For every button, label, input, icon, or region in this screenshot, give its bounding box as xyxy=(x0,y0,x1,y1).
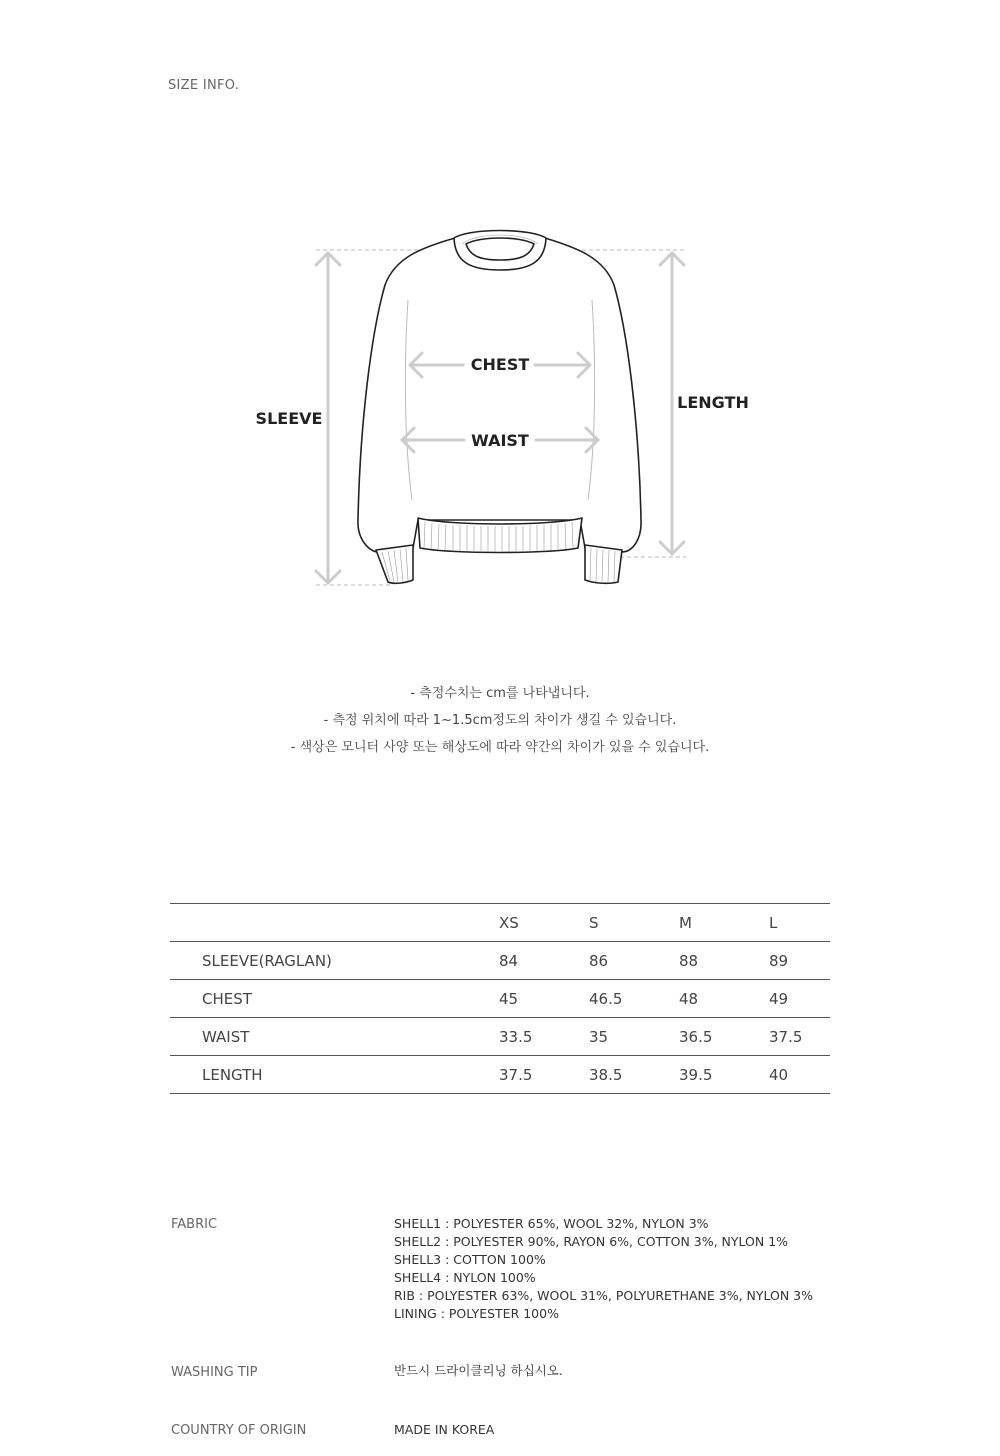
table-row xyxy=(170,1056,830,1094)
section-title: SIZE INFO. xyxy=(168,78,240,93)
table-cell: 45 xyxy=(499,980,589,1018)
chest-label: CHEST xyxy=(470,355,530,374)
fabric-line: SHELL3 : COTTON 100% xyxy=(394,1252,546,1267)
table-cell: 84 xyxy=(499,942,589,980)
note-line: - 측정 위치에 따라 1~1.5cm정도의 차이가 생길 수 있습니다. xyxy=(323,713,677,728)
table-header-row xyxy=(170,904,830,942)
table-cell: 39.5 xyxy=(679,1056,769,1094)
table-cell: 89 xyxy=(769,942,830,980)
table-cell: 40 xyxy=(769,1056,830,1094)
table-cell: 35 xyxy=(589,1018,679,1056)
table-cell: 46.5 xyxy=(589,980,679,1018)
row-label: CHEST xyxy=(170,980,499,1018)
table-cell: 88 xyxy=(679,942,769,980)
size-table xyxy=(170,903,830,1094)
table-row xyxy=(170,980,830,1018)
row-label: SLEEVE(RAGLAN) xyxy=(170,942,499,980)
fabric-line: SHELL2 : POLYESTER 90%, RAYON 6%, COTTON 3%, NYLON 1% xyxy=(394,1234,789,1249)
sweater-measurement-diagram xyxy=(0,0,1000,640)
header-cell-m: M xyxy=(679,904,769,942)
table-cell: 37.5 xyxy=(769,1018,830,1056)
note-line: - 색상은 모니터 사양 또는 해상도에 따라 약간의 차이가 있을 수 있습니다. xyxy=(290,740,710,755)
country-of-origin-label: COUNTRY OF ORIGIN xyxy=(171,1423,307,1438)
header-cell-empty xyxy=(170,904,499,942)
fabric-line: SHELL1 : POLYESTER 65%, WOOL 32%, NYLON 3% xyxy=(394,1216,709,1231)
table-cell: 33.5 xyxy=(499,1018,589,1056)
table-row xyxy=(170,942,830,980)
table-cell: 48 xyxy=(679,980,769,1018)
fabric-line: LINING : POLYESTER 100% xyxy=(394,1306,559,1321)
table-cell: 37.5 xyxy=(499,1056,589,1094)
table-cell: 49 xyxy=(769,980,830,1018)
washing-tip-value: 반드시 드라이클리닝 하십시오. xyxy=(394,1363,563,1378)
header-cell-xs: XS xyxy=(499,904,589,942)
header-cell-l: L xyxy=(769,904,830,942)
waist-label: WAIST xyxy=(471,431,529,450)
row-label: LENGTH xyxy=(170,1056,499,1094)
note-line: - 측정수치는 cm를 나타냅니다. xyxy=(410,686,590,701)
fabric-line: SHELL4 : NYLON 100% xyxy=(394,1270,536,1285)
washing-tip-label: WASHING TIP xyxy=(171,1365,258,1380)
sleeve-label: SLEEVE xyxy=(255,409,323,428)
country-of-origin-value: MADE IN KOREA xyxy=(394,1422,495,1437)
table-row xyxy=(170,1018,830,1056)
header-cell-s: S xyxy=(589,904,679,942)
sweater-outline xyxy=(358,231,641,584)
table-cell: 36.5 xyxy=(679,1018,769,1056)
measurement-notes xyxy=(0,680,1000,761)
table-cell: 38.5 xyxy=(589,1056,679,1094)
row-label: WAIST xyxy=(170,1018,499,1056)
fabric-value xyxy=(394,1215,813,1323)
fabric-line: RIB : POLYESTER 63%, WOOL 31%, POLYURETHANE 3%, NYLON 3% xyxy=(394,1288,814,1303)
length-label: LENGTH xyxy=(677,393,749,412)
fabric-label: FABRIC xyxy=(171,1217,218,1232)
table-cell: 86 xyxy=(589,942,679,980)
